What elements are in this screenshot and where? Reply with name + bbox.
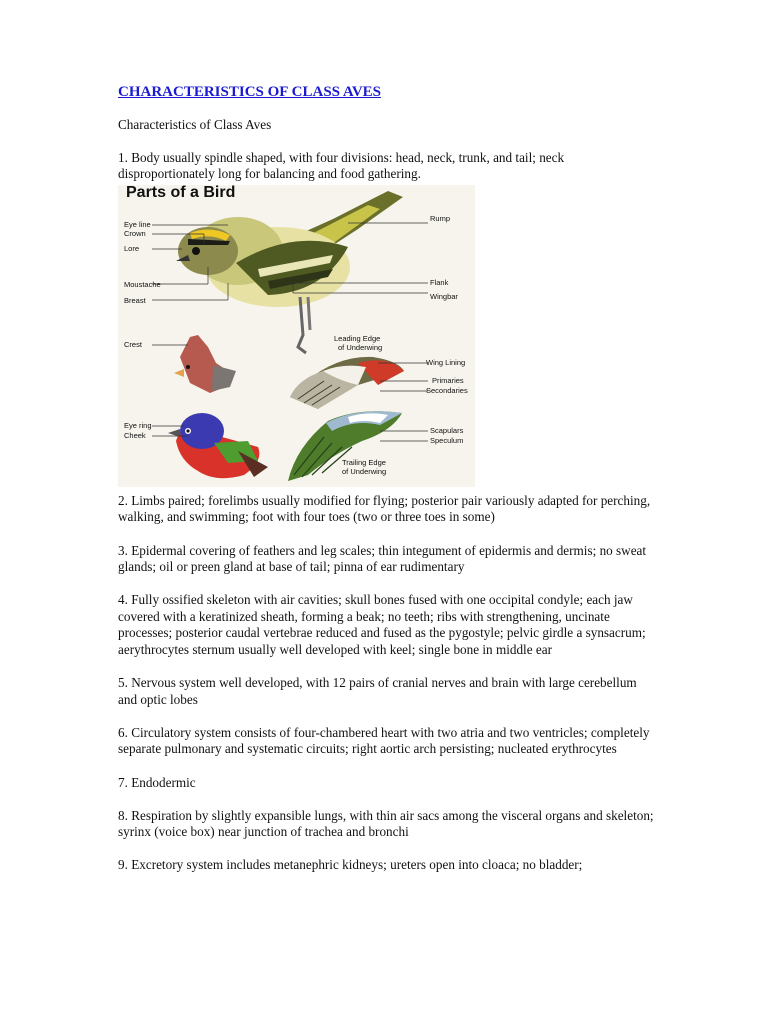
label-flank: Flank [430,277,449,287]
label-scapulars: Scapulars [430,425,464,435]
document-title-link[interactable]: CHARACTERISTICS OF CLASS AVES [118,84,381,100]
label-secondaries: Secondaries [426,385,468,395]
item-3: 3. Epidermal covering of feathers and leg scales; thin integument of epidermis and dermis; no sweat glands; oil or preen gland at base of tail; pinna of ear rudimentary [118,542,647,575]
label-trailing-edge: Trailing Edge [342,457,386,467]
label-trailing-edge-2: of Underwing [342,466,387,476]
item-2: 2. Limbs paired; forelimbs usually modified for flying; posterior pair variously adapted for perching, walking, and swimming; foot with four toes (two or three toes in some) [118,492,651,525]
label-crest: Crest [124,339,142,349]
label-breast: Breast [124,295,146,305]
item-7: 7. Endodermic [118,774,196,790]
document-page [118,84,658,890]
figure-title: Parts of a Bird [126,184,236,201]
item-6: 6. Circulatory system consists of four-chambered heart with two atria and two ventricles; completely separate pulmonary and systematic circuits; right aortic arch persisting; nucleated erythrocytes [118,724,650,757]
item-9: 9. Excretory system includes metanephric kidneys; ureters open into cloaca; no bladder; [118,857,583,873]
label-eye-line: Eye line [124,219,151,229]
item-1: 1. Body usually spindle shaped, with four divisions: head, neck, trunk, and tail; neck disproportionately long for balancing and food gathering. [118,149,565,182]
label-cheek: Cheek [124,430,146,440]
item-8: 8. Respiration by slightly expansible lungs, with thin air sacs among the visceral organs and skeleton; syrinx (voice box) near junction of trachea and bronchi [118,807,654,840]
label-lore: Lore [124,243,140,253]
label-moustache: Moustache [124,279,161,289]
label-primaries: Primaries [432,375,464,385]
bird-parts-figure [118,185,475,487]
item-5: 5. Nervous system well developed, with 12 pairs of cranial nerves and brain with large cerebellum and optic lobes [118,675,637,707]
bird-parts-illustration [118,185,475,487]
item-4: 4. Fully ossified skeleton with air cavities; skull bones fused with one occipital condyle; each jaw covered with a keratinized sheath, forming a beak; no teeth; ribs with strengthening, uncinate processes; posterior caudal vertebrae reduced and fused as the pygostyle; pelvic girdle a synsacrum; aerythrocytes sternum usually well developed with keel; single bone in middle ear [118,592,646,658]
label-wingbar: Wingbar [430,291,458,301]
label-leading-edge: Leading Edge [334,333,381,343]
label-crown: Crown [124,228,146,238]
label-rump: Rump [430,213,451,223]
label-speculum: Speculum [430,435,464,445]
document-subtitle: Characteristics of Class Aves [118,116,272,132]
label-wing-lining: Wing Lining [426,357,466,367]
label-eye-ring: Eye ring [124,420,152,430]
label-leading-edge-2: of Underwing [338,342,383,352]
